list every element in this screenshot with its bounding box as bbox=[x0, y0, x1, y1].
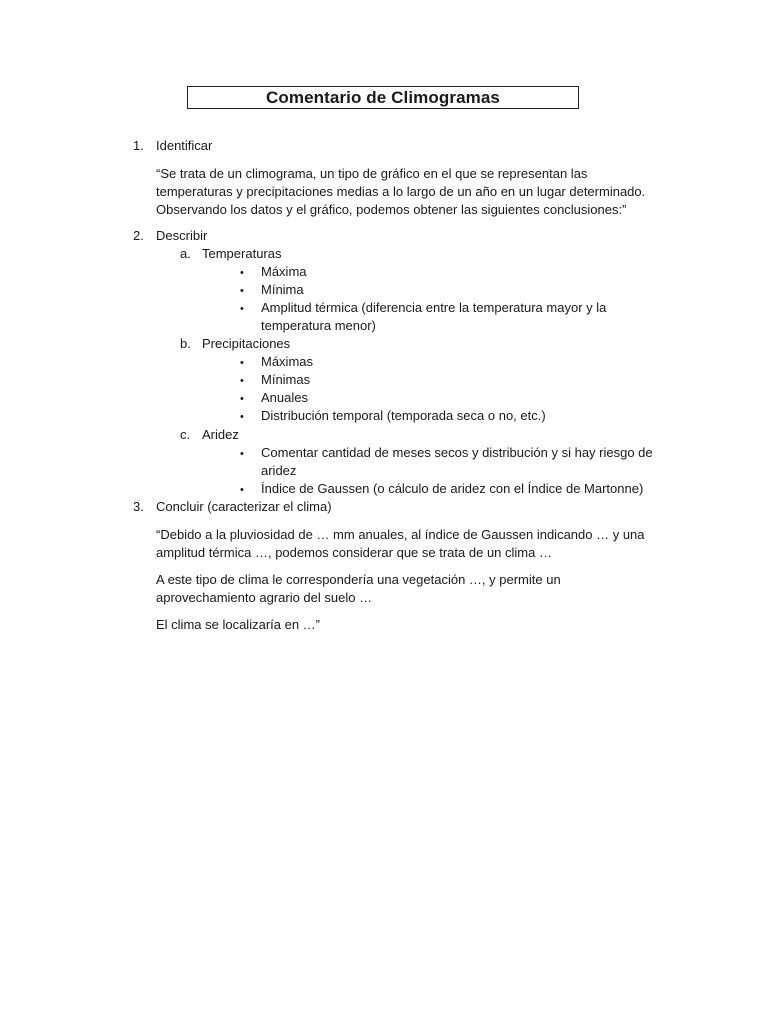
subsection-a-heading: Temperaturas bbox=[202, 246, 282, 261]
subsection-b-letter: b. bbox=[180, 336, 191, 351]
bullet-text: Máximas bbox=[261, 354, 314, 369]
section-2-heading: Describir bbox=[156, 228, 208, 243]
bullet-icon: • bbox=[240, 267, 244, 279]
subsection-b-heading: Precipitaciones bbox=[202, 336, 291, 351]
conclusion-para-3-line-1: El clima se localizaría en …” bbox=[156, 617, 320, 632]
section-3-number: 3. bbox=[133, 499, 144, 514]
bullet-icon: • bbox=[240, 285, 244, 297]
bullet-text: Amplitud térmica (diferencia entre la temperatura mayor y la bbox=[261, 300, 607, 315]
conclusion-para-1-line-2: amplitud térmica …, podemos considerar que se trata de un clima … bbox=[156, 545, 552, 560]
section-1-heading: Identificar bbox=[156, 138, 213, 153]
bullet-icon: • bbox=[240, 303, 244, 315]
conclusion-para-2-line-1: A este tipo de clima le correspondería una vegetación …, y permite un bbox=[156, 572, 561, 587]
bullet-icon: • bbox=[240, 484, 244, 496]
bullet-text: Máxima bbox=[261, 264, 307, 279]
bullet-icon: • bbox=[240, 448, 244, 460]
bullet-icon: • bbox=[240, 411, 244, 423]
bullet-text: Comentar cantidad de meses secos y distribución y si hay riesgo de bbox=[261, 445, 653, 460]
conclusion-para-2-line-2: aprovechamiento agrario del suelo … bbox=[156, 590, 373, 605]
bullet-text-continuation: aridez bbox=[261, 463, 297, 478]
conclusion-para-1-line-1: “Debido a la pluviosidad de … mm anuales, al índice de Gaussen indicando … y una bbox=[156, 527, 645, 542]
section-1-number: 1. bbox=[133, 138, 144, 153]
bullet-text-continuation: temperatura menor) bbox=[261, 318, 376, 333]
bullet-text: Mínimas bbox=[261, 372, 311, 387]
section-1-line-1: “Se trata de un climograma, un tipo de gráfico en el que se representan las bbox=[156, 166, 588, 181]
section-1-line-2: temperaturas y precipitaciones medias a lo largo de un año en un lugar determinado. bbox=[156, 184, 646, 199]
section-1-line-3: Observando los datos y el gráfico, podemos obtener las siguientes conclusiones:” bbox=[156, 202, 627, 217]
subsection-a-letter: a. bbox=[180, 246, 191, 261]
section-2-number: 2. bbox=[133, 228, 144, 243]
bullet-text: Anuales bbox=[261, 390, 308, 405]
bullet-icon: • bbox=[240, 357, 244, 369]
document-title: Comentario de Climogramas bbox=[266, 87, 500, 107]
subsection-c-letter: c. bbox=[180, 427, 191, 442]
title-box bbox=[187, 86, 579, 109]
subsection-c-heading: Aridez bbox=[202, 427, 239, 442]
bullet-icon: • bbox=[240, 375, 244, 387]
bullet-text: Mínima bbox=[261, 282, 304, 297]
section-3-heading: Concluir (caracterizar el clima) bbox=[156, 499, 332, 514]
bullet-text: Índice de Gaussen (o cálculo de aridez con el Índice de Martonne) bbox=[261, 481, 644, 496]
bullet-text: Distribución temporal (temporada seca o no, etc.) bbox=[261, 408, 546, 423]
bullet-icon: • bbox=[240, 393, 244, 405]
